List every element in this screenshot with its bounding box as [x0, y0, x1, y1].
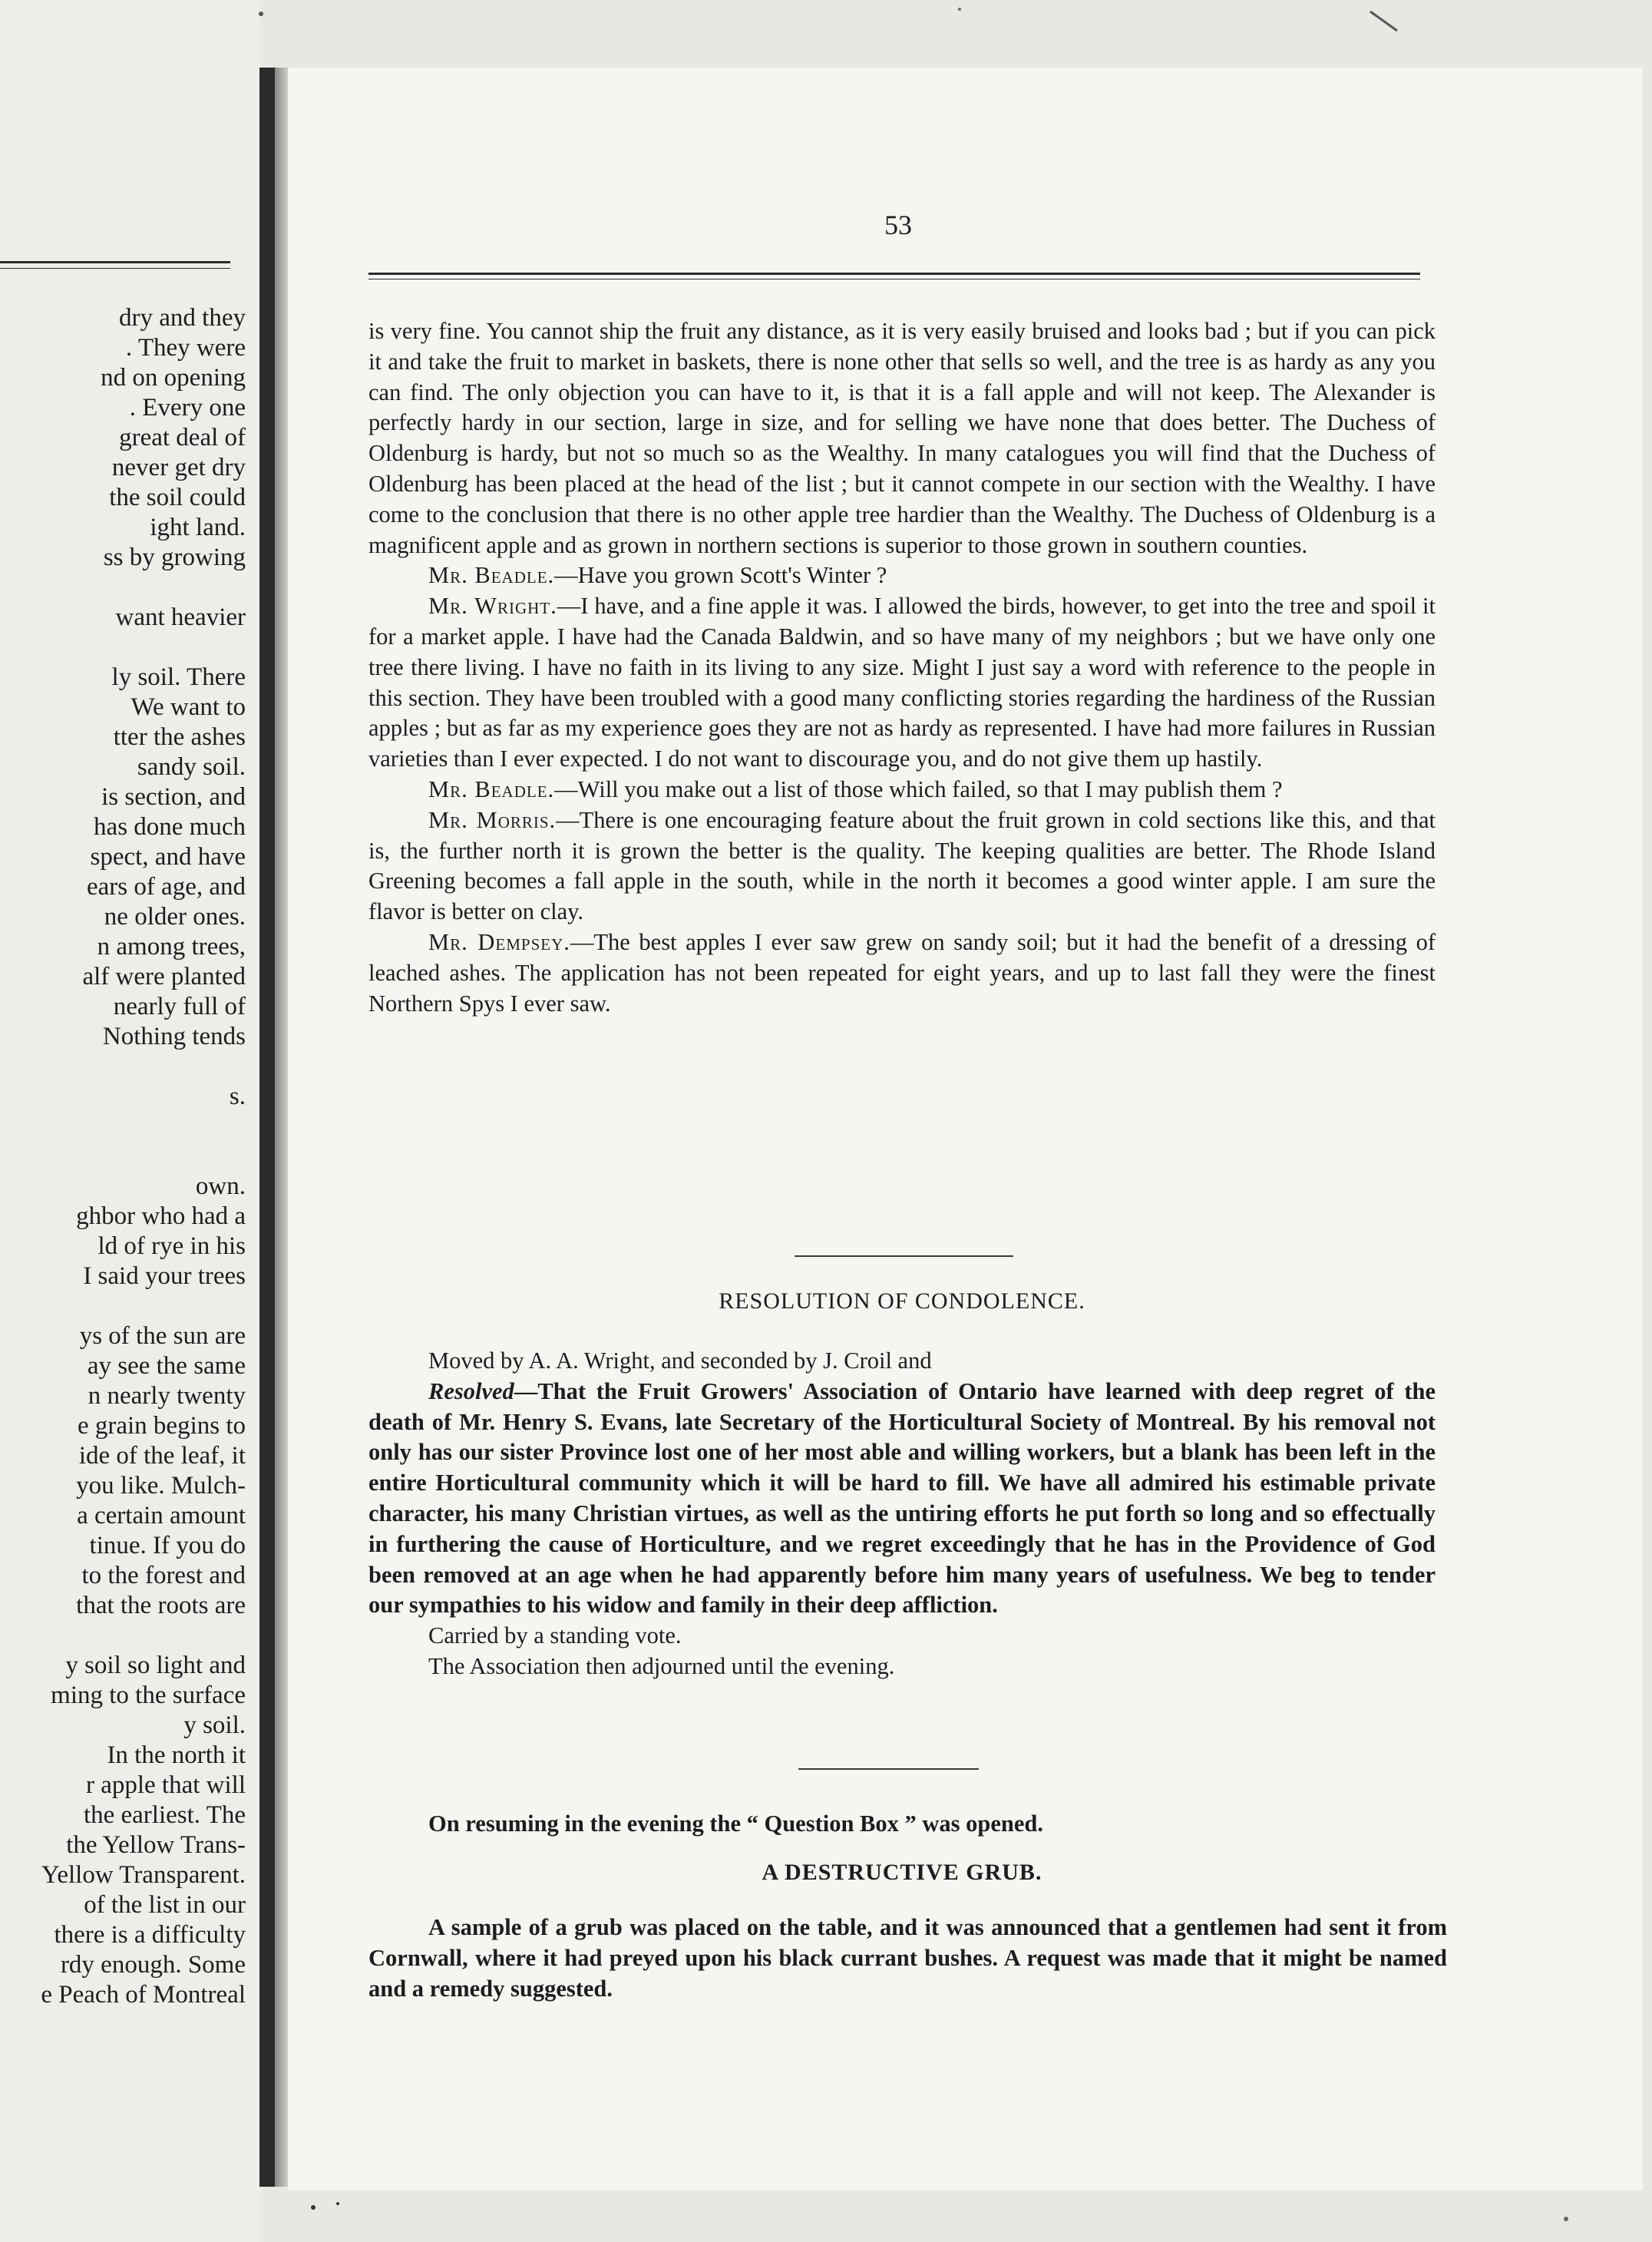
paragraph-wealthy: is very fine. You cannot ship the fruit any distance, as it is very easily bruised and looks bad ; but if you can pick it and take the fruit to market in baskets, there is none other that sells so well, and the tree is as hardy as any you can find. The only objection you can have to it, is that it is a fall apple and will not keep. The Alexander is perfectly hardy in our section, large in size, and for selling we have none that does better. The Duchess of Oldenburg is hardy, but not so much so as the Wealthy. In many catalogues you will find that the Duchess of Oldenburg has been placed at the head of the list ; but it cannot compete in our section with the Wealthy. I have come to the conclusion that there is no other apple tree hardier than the Wealthy. The Duchess of Oldenburg is a magnificent apple and as grown in northern sections is superior to those grown in southern counties. — [368, 318, 1436, 558]
left-page-line: ly soil. There — [111, 663, 246, 691]
left-page-line: ight land. — [150, 514, 246, 541]
paragraph-evening: On resuming in the evening the “ Question Box ” was opened. — [428, 1810, 1043, 1837]
left-page-line: the soil could — [109, 484, 246, 511]
left-page-line: n nearly twenty — [88, 1382, 246, 1410]
left-page-line: there is a difficulty — [54, 1921, 246, 1949]
left-page-line: has done much — [94, 813, 246, 841]
left-page-line: e Peach of Montreal — [41, 1981, 246, 2009]
paragraph-adjourned: The Association then adjourned until the evening. — [428, 1652, 895, 1679]
speck — [958, 8, 961, 11]
speech-text: —There is one encouraging feature about the fruit grown in cold sections like this, and that is, the further north it is grown the better is the quality. The keeping qualities are better. The Rhode Island Greening becomes a fall apple in the south, while in the north it becomes a good winter apple. I am sure the flavor is better on clay. — [368, 806, 1436, 925]
resolved-text: —That the Fruit Growers' Association of Ontario have learned with deep regret of the death of Mr. Henry S. Evans, late Secretary of the Horticultural Society of Montreal. By his removal not only has our sister Province lost one of her most able and willing workers, but a blank has been left in the entire Horticultural community which it will be hard to fill. We have all admired his estimable private character, his many Christian virtues, as well as the untiring efforts he put forth so long and so effectually in furthering the cause of Horticulture, and we regret exceedingly that he has in the Providence of God been removed at an age when he had apparently before him many years of usefulness. We beg to tender our sympathies to his widow and family in their deep affliction. — [368, 1377, 1436, 1619]
left-page-line: ears of age, and — [86, 873, 246, 901]
left-page-line: tter the ashes — [113, 723, 246, 751]
speaker-name: Mr. Beadle. — [428, 775, 555, 802]
left-page-line: ay see the same — [87, 1352, 246, 1380]
left-page-line: never get dry — [111, 454, 246, 481]
left-page-line: tinue. If you do — [89, 1532, 246, 1559]
left-page-line: own. — [195, 1172, 246, 1200]
speck — [1370, 12, 1397, 31]
speaker-name: Mr. Beadle. — [428, 562, 555, 589]
left-page-line: rdy enough. Some — [60, 1951, 246, 1979]
speech-text: —I have, and a fine apple it was. I allowed the birds, however, to get into the tree and spoil it for a market apple. I have had the Canada Baldwin, and so have many of my neighbors ; but we have only one tree there living. I have no faith in its living to any size. Might I just say a word with reference to the people in this section. They have been troubled with a good many conflicting stories regarding the hardiness of the Russian apples ; but as far as my experience goes they are not as hardy as represented. I have had more failures in Russian varieties than I ever expected. I do not want to discourage you, and do not give them up hastily. — [368, 593, 1436, 772]
left-page-line: is section, and — [101, 783, 246, 811]
speech-text: —The best apples I ever saw grew on sandy soil; but it had the benefit of a dressing of leached ashes. The application has not been repeated for eight years, and up to last fall they were the finest Northern Spys I ever saw. — [368, 928, 1436, 1017]
page-number: 53 — [884, 210, 912, 240]
heading-resolution: RESOLUTION OF CONDOLENCE. — [719, 1288, 1085, 1314]
left-page-line: In the north it — [107, 1741, 246, 1769]
left-page-line: the earliest. The — [83, 1801, 246, 1829]
left-page-line: r apple that will — [85, 1771, 246, 1799]
heading-grub: A DESTRUCTIVE GRUB. — [762, 1860, 1042, 1885]
speaker-name: Mr. Morris. — [428, 806, 557, 833]
left-page-line: ld of rye in his — [97, 1232, 246, 1260]
speck — [259, 12, 263, 16]
speech-text: —Have you grown Scott's Winter ? — [554, 562, 887, 589]
left-page-line: ss by growing — [103, 544, 246, 571]
resolved-label: Resolved — [428, 1377, 514, 1404]
speck — [311, 2205, 316, 2210]
speaker-name: Mr. Dempsey. — [428, 928, 570, 955]
left-page-line: y soil so light and — [65, 1652, 246, 1679]
paragraph-carried: Carried by a standing vote. — [428, 1622, 682, 1649]
left-page-line: Nothing tends — [102, 1023, 246, 1050]
speaker-name: Mr. Wright. — [428, 593, 557, 620]
left-page-line: ming to the surface — [51, 1682, 246, 1709]
left-page-line: the Yellow Trans- — [66, 1831, 246, 1859]
left-page-line: n among trees, — [97, 933, 246, 961]
left-page-line: alf were planted — [82, 963, 246, 990]
left-page-line: want heavier — [115, 603, 246, 631]
left-page-line: ide of the leaf, it — [78, 1442, 246, 1470]
left-page-line: e grain begins to — [77, 1412, 246, 1440]
left-page-line: dry and they — [119, 304, 246, 332]
left-page-line: you like. Mulch- — [76, 1472, 246, 1500]
left-page-line: Yellow Transparent. — [41, 1861, 246, 1889]
speck — [1564, 2217, 1568, 2221]
left-page-line: of the list in our — [84, 1891, 246, 1919]
left-page-line: nearly full of — [113, 993, 246, 1020]
left-page-line: I said your trees — [83, 1262, 246, 1290]
left-page-line: great deal of — [119, 424, 246, 451]
left-page-line: s. — [229, 1083, 246, 1110]
left-page-line: We want to — [131, 693, 246, 721]
paragraph-moved: Moved by A. A. Wright, and seconded by J. Croil and — [428, 1348, 932, 1374]
left-page-line: sandy soil. — [137, 753, 246, 781]
paragraph-grub: A sample of a grub was placed on the table, and it was announced that a gentlemen had sent it from Cornwall, where it had preyed upon his black currant bushes. A request was made that it might be named and a remedy suggested. — [368, 1914, 1447, 2002]
left-page-line: that the roots are — [76, 1592, 246, 1619]
left-page-line: a certain amount — [77, 1502, 246, 1529]
left-page-line: y soil. — [183, 1711, 246, 1739]
left-page-line: nd on opening — [101, 364, 246, 392]
left-page-line: spect, and have — [90, 843, 246, 871]
left-page-line: ys of the sun are — [79, 1322, 246, 1350]
speck — [336, 2202, 339, 2205]
left-page-line: ne older ones. — [104, 903, 246, 931]
left-page-line: . They were — [125, 334, 246, 362]
speech-text: —Will you make out a list of those which failed, so that I may publish them ? — [554, 775, 1283, 802]
left-page-line: . Every one — [129, 394, 246, 422]
left-page-line: to the forest and — [81, 1562, 246, 1589]
left-page-line: ghbor who had a — [76, 1202, 246, 1230]
